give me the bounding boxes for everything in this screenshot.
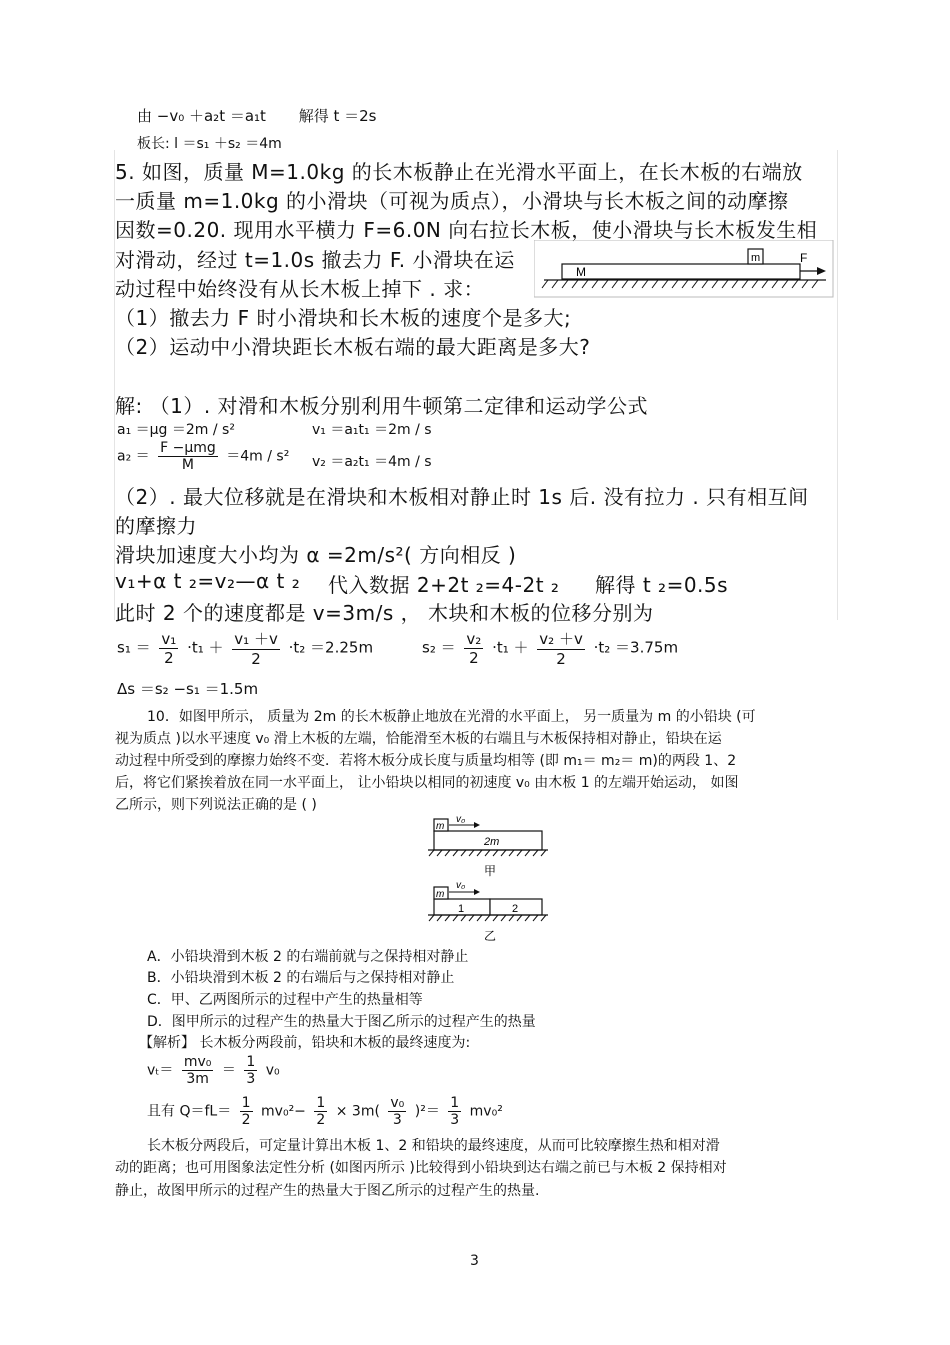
problem5-question2: （2）运动中小滑块距长木板右端的最大距离是多大? [115,335,591,359]
page-number: 3 [470,1253,479,1269]
q-fraction-3 [388,1095,406,1128]
solution5-part2-line4b: 代入数据 2+2t ₂=4-2t ₂ [328,573,560,597]
s1-fraction-1 [159,630,178,667]
analysis-q [147,1095,503,1128]
analysis-vt [147,1054,280,1087]
problem5-line1: 5. 如图，质量 M=1.0kg 的长木板静止在光滑水平面上，在长木板的右端放 [115,160,803,184]
problem10-line1: 10．如图甲所示， 质量为 2m 的长木板静止地放在光滑的水平面上， 另一质量为 m 的小铅块 (可 [147,709,756,725]
option-d: D．图甲所示的过程产生的热量大于图乙所示的过程产生的热量 [147,1014,536,1030]
jia-caption: 甲 [484,864,497,878]
q-f4-denominator: 3 [450,1112,460,1128]
vt-left: vₜ＝ [147,1062,174,1079]
problem5-figure [534,240,834,298]
q-mid1: mv₀²− [261,1103,306,1120]
solution5-delta-s: Δs ＝s₂ −s₁ ＝1.5m [117,680,259,698]
s1-left: s₁ ＝ [117,638,151,657]
vt-f1-numerator: mv₀ [183,1054,212,1070]
solution5-part2-line5: 此时 2 个的速度都是 v=3m/s ， 木块和木板的位移分别为 [115,601,654,625]
q-f2-denominator: 2 [316,1112,326,1128]
option-a: A．小铅块滑到木板 2 的右端前就与之保持相对静止 [147,949,469,965]
problem5-line2: 一质量 m=1.0kg 的小滑块（可视为质点），小滑块与长木板之间的动摩擦 [115,189,789,213]
solution5-part2-line2: 的摩擦力 [115,514,197,538]
solution5-s2 [422,628,678,668]
s2-fraction-1 [464,630,483,667]
yi-label-m: m [436,889,445,900]
solution5-a2 [117,440,289,473]
solution5-part2-line1: （2）. 最大位移就是在滑块和木板相对静止时 1s 后. 没有拉力 . 只有相互间 [115,485,809,509]
q-f4-numerator: 1 [450,1095,460,1111]
figure-yi [428,872,550,944]
problem5-question1: （1）撤去力 F 时小滑块和长木板的速度个是多大; [115,306,572,330]
option-b: B．小铅块滑到木板 2 的右端后与之保持相对静止 [147,970,455,986]
problem10-line4: 后，将它们紧挨着放在同一水平面上， 让小铅块以相同的初速度 v₀ 由木板 1 的左端开始运动， 如图 [115,775,739,791]
s2-f2-denominator: 2 [556,650,566,668]
yi-ground-hatching [429,915,546,921]
top-eq1-left: 由 −v₀ ＋a₂t ＝a₁t [137,107,266,125]
a2-fraction [158,440,218,473]
q-f2-numerator: 1 [316,1095,326,1111]
option-c: C．甲、乙两图所示的过程中产生的热量相等 [147,992,423,1008]
conclusion-line1: 长木板分两段后，可定量计算出木板 1、2 和铅块的最终速度，从而可比较摩擦生热和相对滑 [147,1138,720,1154]
solution5-part2-line4a: v₁+α t ₂=v₂—α t ₂ [115,569,301,593]
q-right: mv₀² [469,1103,503,1120]
s2-f1-denominator: 2 [469,648,479,667]
vt-eq: ＝ [221,1062,236,1079]
vt-f1-denominator: 3m [186,1071,209,1087]
top-eq1-right: 解得 t ＝2s [298,107,377,125]
s1-f2-denominator: 2 [251,650,261,668]
q-f1-numerator: 1 [241,1095,251,1111]
solution5-part2-line3: 滑块加速度大小均为 α =2m/s²( 方向相反 ) [115,543,517,567]
s1-f1-numerator: v₁ [161,629,177,648]
top-equation-1 [137,105,377,126]
a2-left: a₂ ＝ [117,448,150,465]
s1-right: ·t₂ ＝2.25m [288,638,374,657]
q-left: 且有 Q＝fL＝ [147,1103,232,1120]
s1-f2-numerator: v₁ ＋v [234,630,278,648]
q-fraction-1 [240,1095,253,1128]
vt-f2-numerator: 1 [246,1054,256,1070]
a2-right: ＝4m / s² [226,448,290,465]
block-label-m: m [751,252,761,264]
problem5-line5: 动过程中始终没有从长木板上掉下 . 求： [115,277,485,301]
vt-right: v₀ [265,1062,280,1079]
yi-label-2: 2 [512,903,519,915]
solution5-intro: 解: （1）. 对滑和木板分别利用牛顿第二定律和运动学公式 [115,394,649,418]
yi-label-1: 1 [458,903,465,915]
s1-f1-denominator: 2 [164,648,174,667]
a2-numerator: F −μmg [160,440,216,456]
s2-left: s₂ ＝ [422,638,456,657]
q-f3-numerator: v₀ [390,1095,405,1111]
problem5-line3: 因数=0.20. 现用水平横力 F=6.0N 向右拉长木板，使小滑块与长木板发生相 [115,218,818,242]
q-fraction-2 [314,1095,327,1128]
jia-label-m: m [436,821,445,832]
s1-mid: ·t₁ ＋ [187,638,224,657]
s2-f2-numerator: v₂ ＋v [539,630,583,648]
force-label-F: F [800,251,808,265]
jia-ground-hatching [429,850,546,856]
board-label-M: M [576,265,586,279]
problem10-line5: 乙所示，则下列说法正确的是 ( ) [115,797,317,813]
problem10-line2: 视为质点 )以水平速度 v₀ 滑上木板的左端，恰能滑至木板的右端且与木板保持相对静止，铅块在运 [115,731,722,747]
solution5-v2: v₂ ＝a₂t₁ ＝4m / s [312,454,432,470]
q-fraction-4 [448,1095,461,1128]
problem5-line4: 对滑动，经过 t=1.0s 撤去力 F. 小滑块在运 [115,248,515,272]
analysis-title: 【解析】 长木板分两段前，铅块和木板的最终速度为: [139,1035,471,1051]
yi-caption: 乙 [484,929,497,943]
s2-fraction-2 [537,628,585,668]
s2-right: ·t₂ ＝3.75m [593,638,679,657]
vt-fraction-1 [182,1054,214,1087]
solution5-part2-line4c: 解得 t ₂=0.5s [595,573,729,597]
a2-denominator: M [181,457,194,473]
long-board [562,264,800,279]
s1-fraction-2 [232,628,280,668]
q-mid3: )²＝ [414,1103,440,1120]
jia-label-2m: 2m [484,836,500,848]
vt-fraction-2 [244,1054,257,1087]
vt-f2-denominator: 3 [246,1071,256,1087]
conclusion-line2: 动的距离；也可用图象法定性分析 (如图丙所示 )比较得到小铅块到达右端之前已与木板 2 保持相对 [115,1160,727,1176]
solution5-v1: v₁ ＝a₁t₁ ＝2m / s [312,422,432,438]
q-mid2: × 3m( [335,1103,380,1120]
jia-label-v0: v₀ [456,814,466,825]
q-f1-denominator: 2 [241,1112,251,1128]
yi-label-v0: v₀ [456,880,466,891]
solution5-s1 [117,628,373,668]
top-equation-2: 板长: l ＝s₁ ＋s₂ ＝4m [137,136,282,152]
conclusion-line3: 静止，故图甲所示的过程产生的热量大于图乙所示的过程产生的热量. [115,1183,540,1199]
s2-mid: ·t₁ ＋ [492,638,529,657]
ground-hatching [542,280,818,288]
s2-f1-numerator: v₂ [466,629,482,648]
problem10-line3: 动过程中所受到的摩擦力始终不变．若将木板分成长度与质量均相等 (即 m₁＝ m₂＝ m)的两段 1、2 [115,753,737,769]
solution5-a1: a₁ ＝μg ＝2m / s² [117,422,235,438]
q-f3-denominator: 3 [392,1112,402,1128]
